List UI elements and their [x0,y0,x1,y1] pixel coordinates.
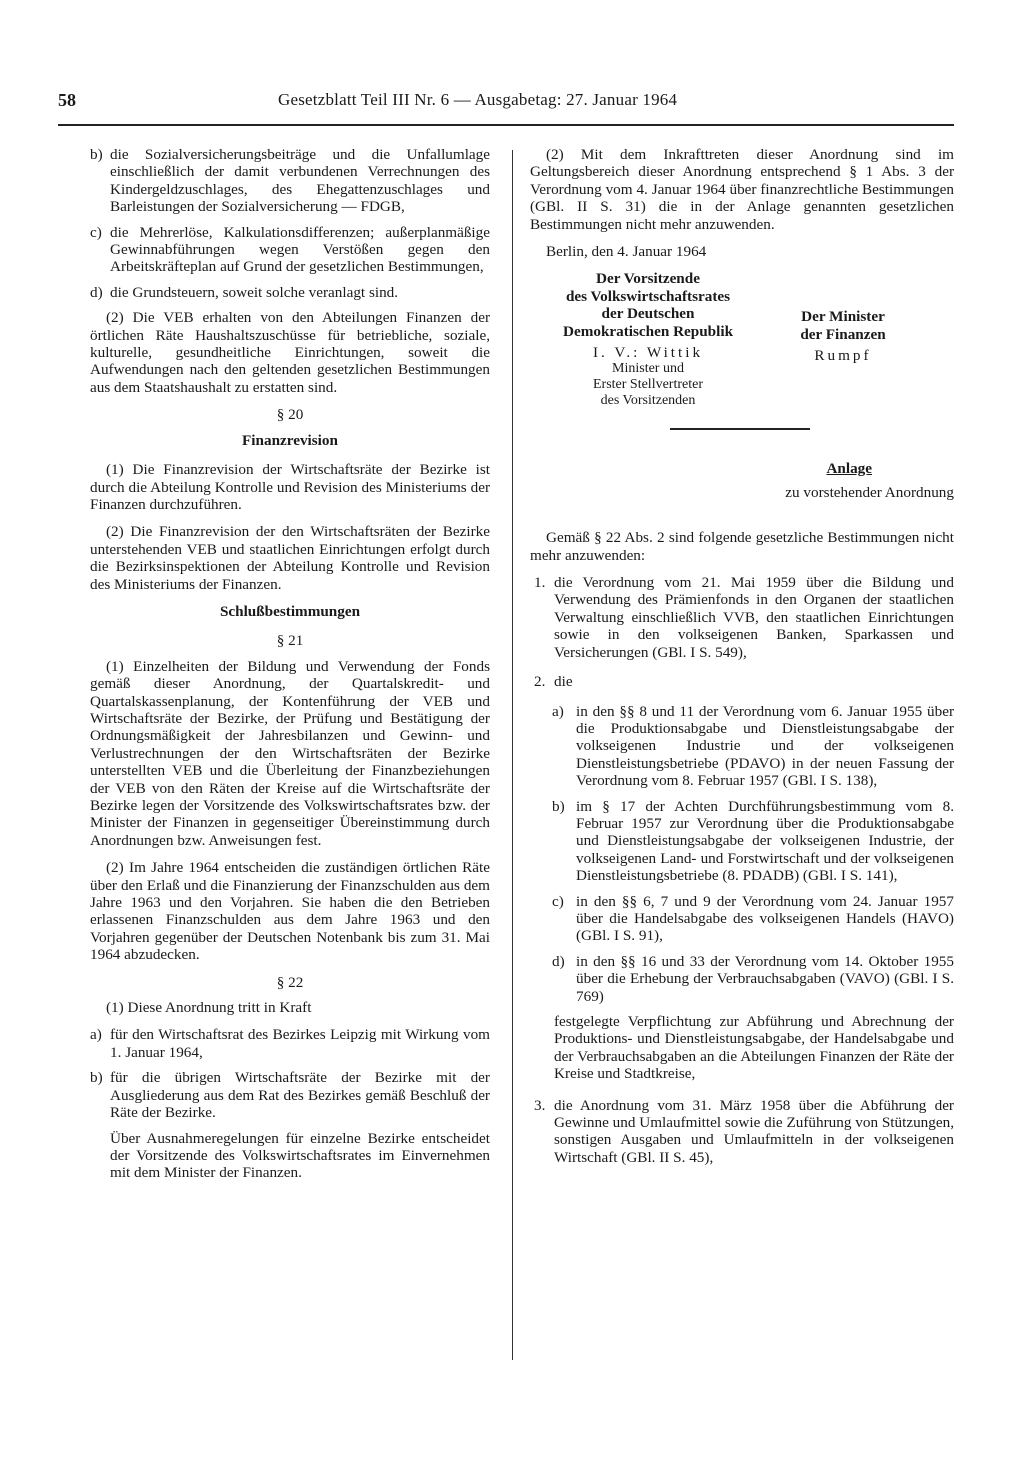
list-item-1 [530,574,954,661]
list-item-d [90,284,490,301]
sub-item-a [530,703,954,790]
list-text: in den §§ 16 und 33 der Verordnung vom 14. Oktober 1955 über die Erhebung der Verbrauchsabgaben (VAVO) (GBl. I S. 769) [576,952,954,1005]
paragraph: (2) Die VEB erhalten von den Abteilungen Finanzen der örtlichen Räte Haushaltszuschüsse für betriebliche, soziale, kulturelle, gesundheitliche Einrichtungen, soweit die Aufwendungen nach den geltenden gesetzlichen Bestimmungen aus dem Staatshaushalt zu erstatten sind. [90,309,490,396]
list-text: in den §§ 6, 7 und 9 der Verordnung vom 24. Januar 1957 über die Handelsabgabe des volkseigenen Handels (HAVO) (GBl. I S. 91), [576,892,954,945]
section-number: § 21 [276,632,304,650]
paragraph: (1) Die Finanzrevision der Wirtschaftsräte der Bezirke ist durch die Abteilung Kontrolle und Revision des Ministeriums der Finanzen durchzuführen. [90,461,490,513]
paragraph: (1) Einzelheiten der Bildung und Verwendung der Fonds gemäß dieser Anordnung, der Quartalskredit- und Quartalskassenplanung, der Kontenführung der VEB und Wirtschaftsräte der Bezirke, der Prüfung und Bestätigung der Ordnungsmäßigkeit der Jahresbilanzen und Gewinn- und Verlustrechnungen der den Wirtschaftsräten der Bezirke unterstellten VEB und die Überleitung der Finanzbeziehungen der VEB von den Räten der Kreise auf die Wirtschaftsräte der Bezirke legen der Vorsitzende des Volkswirtschaftsrates bzw. der Minister der Finanzen in gegenseitiger Übereinstimmung durch Anordnungen bzw. Anweisungen fest. [90,657,490,849]
right-column [530,146,954,1178]
header-rule [58,124,954,126]
list-text: die Mehrerlöse, Kalkulationsdifferenzen; außerplanmäßige Gewinnabführungen wegen Verstößen gegen den Arbeitskräfteplan auf Grund der gesetzlichen Bestimmungen, [110,223,490,276]
list-text: für den Wirtschaftsrat des Bezirkes Leipzig mit Wirkung vom 1. Januar 1964, [110,1026,490,1061]
list-item-a [90,1026,490,1061]
signer-role: Erster Stellvertreter [592,377,703,393]
signature-right [768,308,918,364]
signer-title-line: der Deutschen [601,305,695,323]
signature-left [530,270,766,409]
sub-item-b [530,798,954,885]
signer-title-line: der Finanzen [800,325,886,343]
paragraph: (2) Die Finanzrevision der den Wirtschaftsräten der Bezirke unterstehenden VEB und staatlichen Einrichtungen erfolgt durch die Bezirksinspektionen der Abteilung Kontrolle und Revision des Ministeriums der Finanzen. [90,523,490,593]
list-text: im § 17 der Achten Durchführungsbestimmung vom 8. Februar 1957 zur Verordnung über die Produktionsabgabe und Dienstleistungsabgabe der volkseigenen Industrie, der volkseigenen Land- und Forstwirtschaft und der volkseigenen Dienstleistungsbetriebe (8. PDADB) (GBl. I S. 141), [576,797,954,885]
list-text: die Grundsteuern, soweit solche veranlagt sind. [110,283,399,301]
place-date: Berlin, den 4. Januar 1964 [546,243,707,261]
list-text: die [554,673,573,691]
list-label: b) [552,797,565,815]
list-item-c [90,224,490,276]
paragraph: (2) Mit dem Inkrafttreten dieser Anordnung sind im Geltungsbereich dieser Anordnung entsprechend § 1 Abs. 3 der Verordnung vom 4. Januar 1964 über finanzrechtliche Bestimmungen (GBl. II S. 31) die in der Anlage genannten gesetzlichen Bestimmungen nicht mehr anzuwenden. [530,146,954,233]
page-number: 58 [58,90,76,110]
paragraph: Gemäß § 22 Abs. 2 sind folgende gesetzliche Bestimmungen nicht mehr anzuwenden: [530,529,954,564]
divider-line [670,428,810,430]
list-item-b [90,1069,490,1121]
section-number: § 20 [276,406,304,424]
list-label: c) [90,223,102,241]
page-header [58,90,958,120]
list-item-2 [530,673,954,690]
list-text: für die übrigen Wirtschaftsräte der Bezirke mit der Ausgliederung aus dem Rat des Bezirkes gemäß Beschluß der Räte der Bezirke. [110,1069,490,1122]
list-label: b) [90,146,103,163]
signer-title-line: des Volkswirtschaftsrates [565,287,731,305]
paragraph: (1) Diese Anordnung tritt in Kraft [106,999,312,1017]
list-label: d) [552,952,565,970]
signer-name: I. V.: Wittik [592,344,704,362]
list-label: 3. [534,1096,546,1114]
list-text: die Verordnung vom 21. Mai 1959 über die Bildung und Verwendung des Prämienfonds in den Organen der staatlichen Verwaltung einschließlich VVB, den staatlichen Einrichtungen sowie in den volkseigenen Banken, Sparkassen und Versicherungen (GBl. I S. 549), [554,574,954,661]
list-item-b [90,146,490,216]
signer-title-line: Der Vorsitzende [596,270,700,288]
section-title: Schlußbestimmungen [219,602,361,620]
appendix-subtitle: zu vorstehender Anordnung [785,483,954,501]
list-label: a) [552,702,564,720]
list-label: 1. [534,574,546,592]
paragraph: Über Ausnahmeregelungen für einzelne Bezirke entscheidet der Vorsitzende des Volkswirtschaftsrates im Einvernehmen mit dem Minister der Finanzen. [110,1129,490,1182]
list-label: c) [552,892,564,910]
signer-role: des Vorsitzenden [600,393,696,409]
list-text: die Anordnung vom 31. März 1958 über die Abführung der Gewinne und Umlaufmittel sowie die Zuführung von Stützungen, sonstigen Ausgaben und Umlaufmitteln in der volkseigenen Wirtschaft (GBl. II S. 45), [554,1096,954,1166]
paragraph: festgelegte Verpflichtung zur Abführung und Abrechnung der Produktions- und Dienstleistungsabgabe, der Handelsabgabe und der Verbrauchsabgaben an die Abteilungen Finanzen der Räte der Kreise und Stadtkreise, [554,1013,954,1083]
list-label: b) [90,1069,103,1087]
signer-title-line: Der Minister [801,308,885,326]
left-column [90,146,490,1192]
list-label: 2. [534,673,546,691]
list-text: in den §§ 8 und 11 der Verordnung vom 6. Januar 1955 über die Produktionsabgabe und Dienstleistungsabgabe der volkseigenen Industrie und der volkseigenen Dienstleistungsbetriebe (PDAVO) in der neuen Fassung der Verordnung vom 8. Februar 1957 (GBl. I S. 138), [576,702,954,790]
list-text: die Sozialversicherungsbeiträge und die Unfallumlage einschließlich der damit verbundenen Verrechnungen des Kindergeldzuschlages, des Ehegattenzuschlages und Barleistungen der Sozialversicherung — FDGB, [110,146,490,216]
sub-item-c [530,893,954,945]
signer-name: Rumpf [814,347,872,365]
list-item-3 [530,1097,954,1167]
signer-role: Minister und [612,361,684,377]
signer-title-line: Demokratischen Republik [562,322,734,340]
paragraph: (2) Im Jahre 1964 entscheiden die zuständigen örtlichen Räte über den Erlaß und die Finanzierung der Finanzschulden aus dem Jahre 1963 und den Vorjahren. Sie haben die den Betrieben erlassenen Finanzschulden aus dem Jahre 1963 und den Vorjahren gegenüber der Deutschen Notenbank bis zum 31. Mai 1964 abzudecken. [90,859,490,964]
list-label: a) [90,1026,102,1044]
signature-block [530,270,954,420]
appendix-title: Anlage [826,460,872,478]
column-divider [512,150,513,1360]
sub-item-d [530,953,954,1005]
list-label: d) [90,283,103,301]
header-title: Gesetzblatt Teil III Nr. 6 — Ausgabetag: 27. Januar 1964 [278,90,678,109]
section-number: § 22 [276,973,304,991]
section-title: Finanzrevision [242,431,338,449]
